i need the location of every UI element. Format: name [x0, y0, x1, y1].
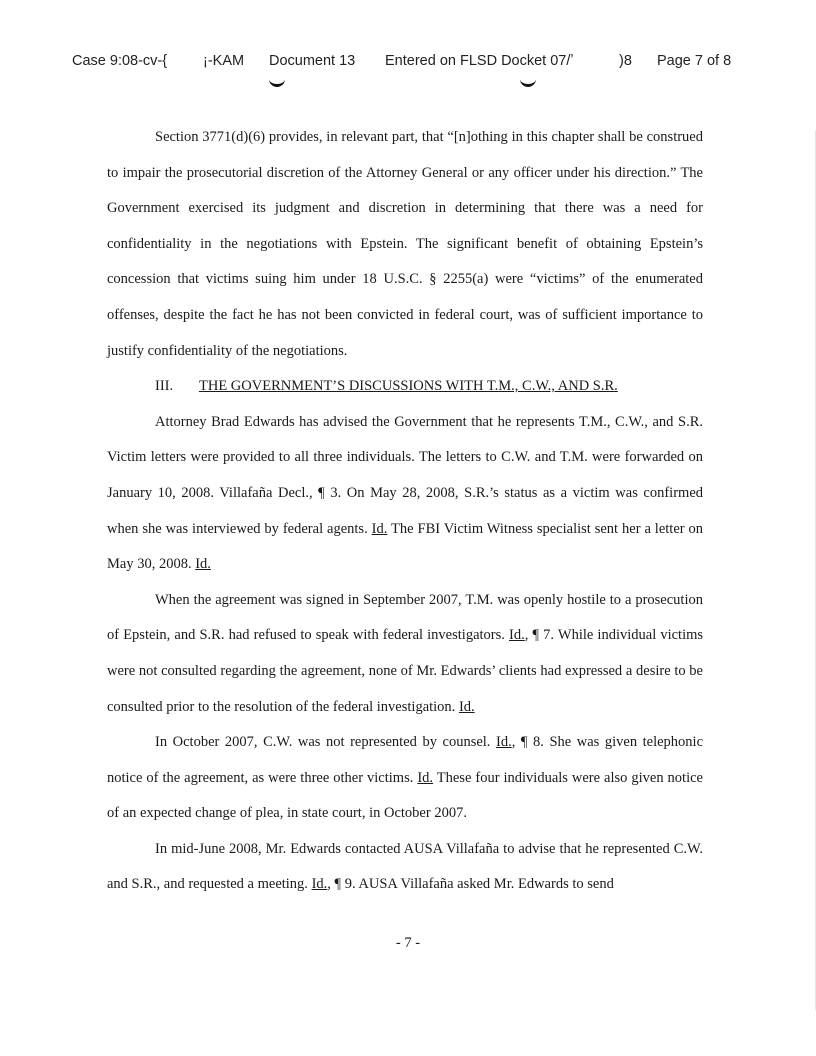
paragraph-text: In October 2007, C.W. was not represented by counsel.	[155, 734, 491, 751]
paragraph-text: These four individuals were also given notice of an expected change of plea, in state court, in October 2007.	[107, 769, 703, 822]
section-number: III.	[155, 378, 174, 395]
paragraph-agreement	[107, 583, 703, 725]
entered-docket: Entered on FLSD Docket 07/ʼ	[385, 53, 574, 69]
paragraph-text: , ¶ 8. She was given telephonic notice of the agreement, as were three other victims.	[107, 734, 704, 786]
docket-year-fragment: )8	[619, 53, 632, 69]
document-body	[107, 120, 703, 903]
paragraph-text: , ¶ 9. AUSA Villafaña asked Mr. Edwards to send	[327, 876, 614, 893]
paragraph-text: The FBI Victim Witness specialist sent her a letter on May 30, 2008.	[107, 520, 704, 573]
section-heading	[107, 369, 703, 405]
docket-header	[72, 53, 762, 75]
scan-mark-icon	[520, 78, 536, 87]
case-number: Case 9:08-cv-{	[72, 53, 168, 69]
page-number-footer: - 7 -	[395, 935, 421, 951]
paragraph-text: When the agreement was signed in September 2007, T.M. was openly hostile to a prosecution of Epstein, and S.R. had refused to speak with federal investigators.	[107, 591, 703, 644]
paragraph-discretion: Section 3771(d)(6) provides, in relevant part, that “[n]othing in this chapter shall be construed to impair the prosecutorial discretion of the Attorney General or any officer under his direction.” The Government exercised its judgment and discretion in determining that there was a need for confidentiality in the negotiations with Epstein. The significant benefit of obtaining Epstein’s concession that victims suing him under 18 U.S.C. § 2255(a) were “victims” of the enumerated offenses, despite the fact he has not been convicted in federal court, was of sufficient importance to justify confidentiality of the negotiations.	[107, 129, 703, 359]
scan-mark-icon	[269, 78, 285, 87]
citation-id: Id.	[371, 520, 388, 537]
paragraph-representation	[107, 405, 703, 583]
document-number: Document 13	[269, 53, 356, 69]
paragraph-meeting	[107, 832, 703, 903]
citation-id: Id.	[311, 876, 328, 893]
citation-id: Id.	[509, 627, 525, 644]
paragraph-text: , ¶ 7. While individual victims were not consulted regarding the agreement, none of Mr. Edwards’ clients had expressed a desire to be consulted prior to the resolution of the federal investigation.	[107, 627, 704, 715]
paragraph-text: Attorney Brad Edwards has advised the Government that he represents T.M., C.W., and S.R. Victim letters were provided to all three individuals. The letters to C.W. and T.M. were forwarded on January 10, 2008. Villafaña Decl., ¶ 3. On May 28, 2008, S.R.’s status as a victim was confirmed when she was interviewed by federal agents.	[107, 413, 703, 537]
page-indicator: Page 7 of 8	[657, 53, 732, 69]
paragraph-notice	[107, 725, 703, 832]
section-title: THE GOVERNMENT’S DISCUSSIONS WITH T.M., C.W., AND S.R.	[199, 378, 618, 395]
paragraph-text: In mid-June 2008, Mr. Edwards contacted AUSA Villafaña to advise that he represented C.W. and S.R., and requested a meeting.	[107, 840, 703, 893]
citation-id: Id.	[458, 698, 475, 715]
citation-id: Id.	[195, 556, 211, 573]
citation-id: Id.	[496, 734, 512, 751]
citation-id: Id.	[417, 769, 434, 786]
judge-initials: ¡-KAM	[203, 53, 245, 69]
